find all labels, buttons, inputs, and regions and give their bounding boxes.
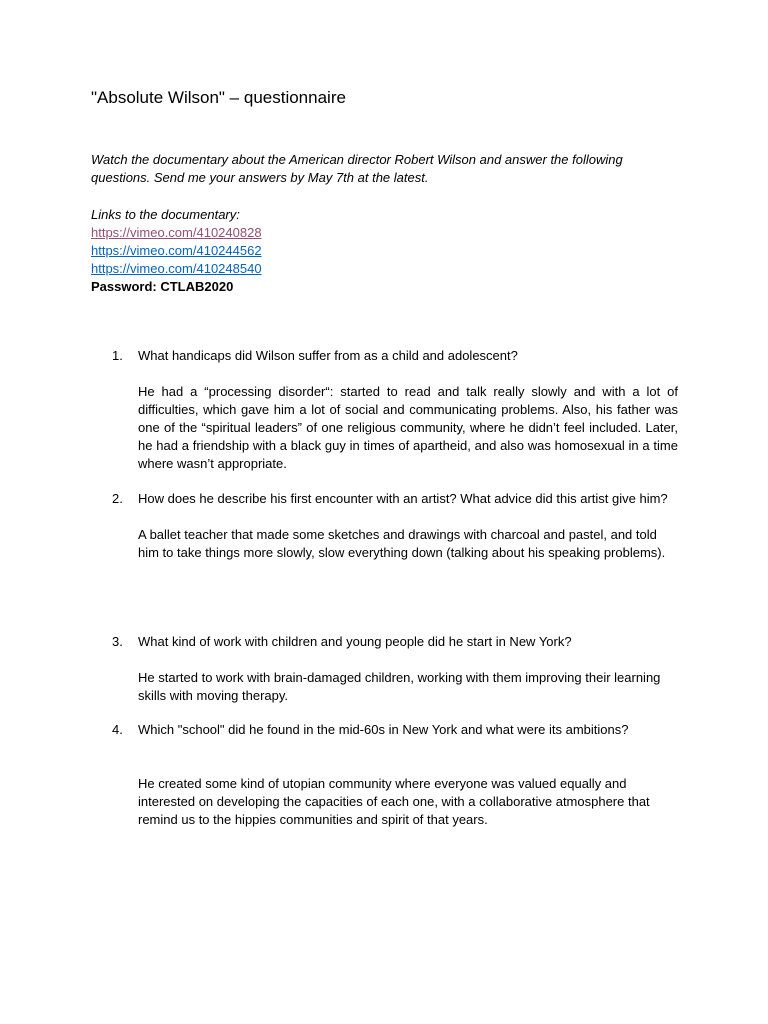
links-section	[91, 206, 262, 296]
answer-text: He created some kind of utopian community where everyone was valued equally and interested on developing the capacities of each one, with a collaborative atmosphere that remind us to the hippies communities and spirit of that years.	[138, 776, 650, 827]
documentary-link-2[interactable]: https://vimeo.com/410244562	[91, 243, 262, 258]
question-number: 1.	[112, 348, 123, 363]
password-text: Password: CTLAB2020	[91, 279, 234, 294]
answer-text: He had a “processing disorder“: started to read and talk really slowly and with a lot of difficulties, which gave him a lot of social and communicating problems. Also, his father was one of the “spiritual leaders” of one religious community, where he didn’t feel included. Later, he had a friendship with a black guy in times of apartheid, and also was homosexual in a time where wasn’t appropriate.	[138, 384, 678, 471]
question-item-4	[112, 721, 678, 829]
answer-text: A ballet teacher that made some sketches and drawings with charcoal and pastel, and told him to take things more slowly, slow everything down (talking about his speaking problems).	[138, 527, 666, 560]
document-title: "Absolute Wilson" – questionnaire	[91, 88, 346, 107]
question-item-3	[112, 633, 678, 705]
question-text: What handicaps did Wilson suffer from as a child and adolescent?	[138, 348, 518, 363]
question-number: 2.	[112, 491, 123, 506]
answer-text: He started to work with brain-damaged children, working with them improving their learning skills with moving therapy.	[138, 670, 661, 703]
links-label: Links to the documentary:	[91, 207, 240, 222]
question-number: 4.	[112, 722, 123, 737]
question-text: What kind of work with children and young people did he start in New York?	[138, 634, 572, 649]
documentary-link-1[interactable]: https://vimeo.com/410240828	[91, 225, 262, 240]
question-item-1	[112, 347, 678, 473]
question-text: How does he describe his first encounter with an artist? What advice did this artist give him?	[138, 491, 668, 506]
question-text: Which "school" did he found in the mid-60s in New York and what were its ambitions?	[138, 722, 629, 737]
question-item-2	[112, 490, 678, 562]
documentary-link-3[interactable]: https://vimeo.com/410248540	[91, 261, 262, 276]
intro-paragraph: Watch the documentary about the American director Robert Wilson and answer the following questions. Send me your answers by May 7th at the latest.	[91, 152, 623, 185]
question-number: 3.	[112, 634, 123, 649]
